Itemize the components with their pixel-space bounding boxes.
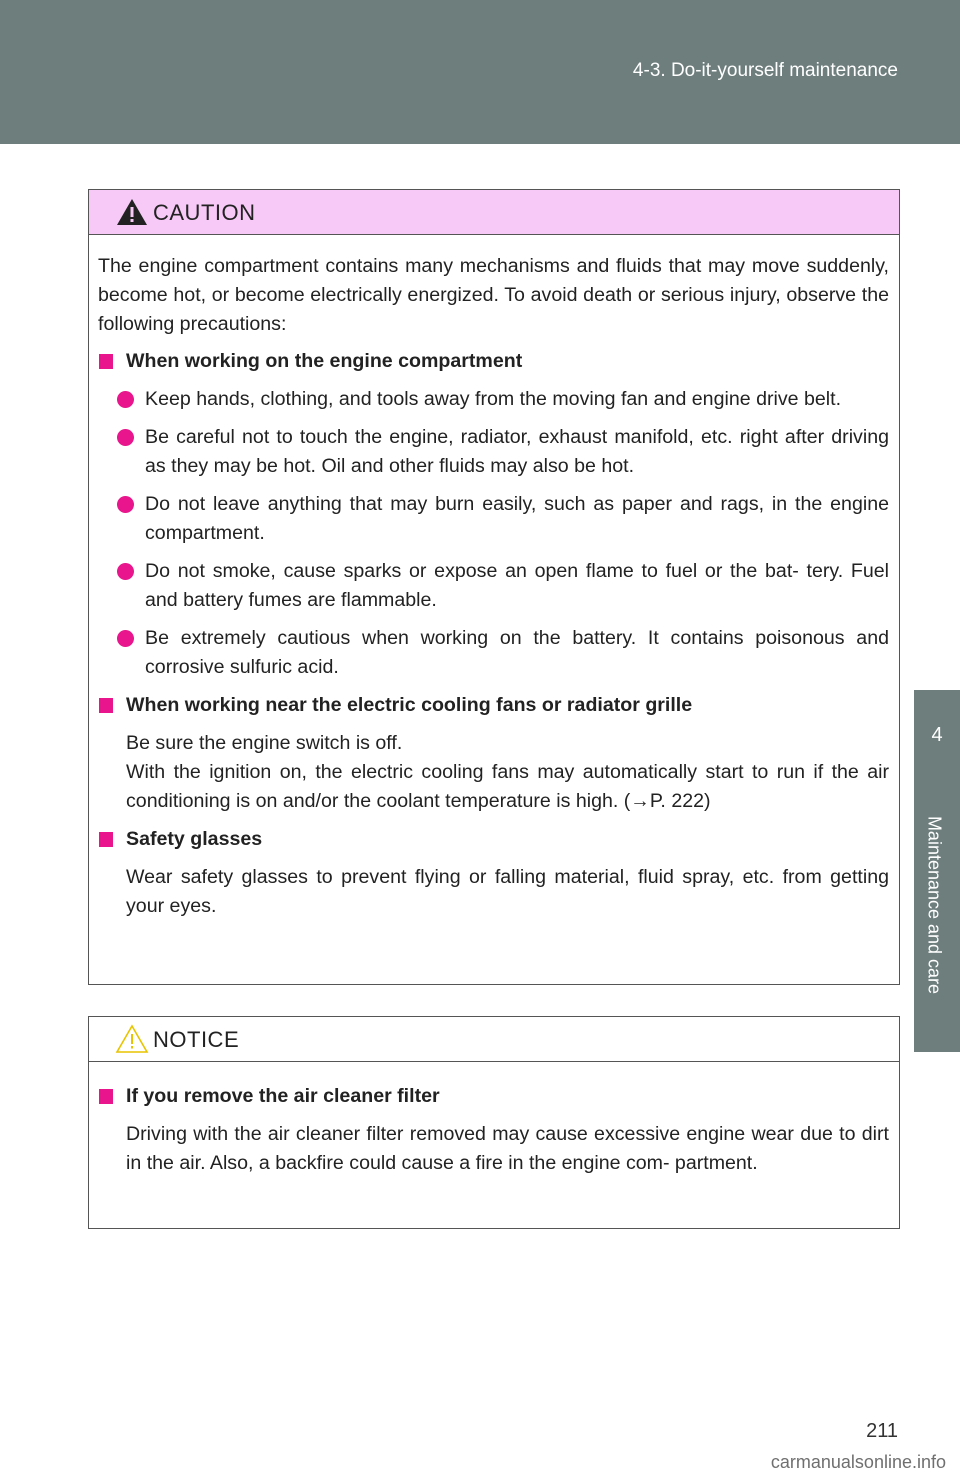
list-item	[98, 423, 889, 481]
square-bullet-icon	[99, 698, 113, 713]
caution-header	[89, 190, 899, 235]
chapter-number-tab[interactable]: 4	[914, 690, 960, 792]
section-heading	[98, 825, 889, 854]
square-bullet-icon	[99, 832, 113, 847]
round-bullet-icon	[117, 391, 134, 408]
section-heading-text: Safety glasses	[126, 828, 263, 850]
paragraph-line: Be sure the engine switch is off.	[126, 732, 403, 754]
list-item-text: Do not smoke, cause sparks or expose an open flame to fuel or the bat- tery. Fuel and battery fumes are flammable.	[145, 560, 889, 611]
section-title: 4-3. Do-it-yourself maintenance	[632, 60, 898, 81]
watermark: carmanualsonline.info	[770, 1452, 946, 1472]
section-heading	[98, 1082, 889, 1111]
caution-body	[89, 235, 899, 921]
square-bullet-icon	[99, 1089, 113, 1104]
notice-header	[89, 1017, 899, 1062]
list-item-text: Do not leave anything that may burn easily, such as paper and rags, in the engine compartment.	[145, 493, 889, 544]
warning-triangle-icon	[115, 197, 149, 227]
caution-title: CAUTION	[153, 200, 256, 225]
section-heading-text: If you remove the air cleaner filter	[126, 1085, 440, 1107]
square-bullet-icon	[99, 354, 113, 369]
round-bullet-icon	[117, 630, 134, 647]
paragraph-line: With the ignition on, the electric cooling fans may automatically start to run if the air conditioning is on and/or the coolant temperature is high. (→P. 222)	[126, 761, 889, 812]
notice-title: NOTICE	[153, 1027, 240, 1052]
caution-box	[88, 189, 900, 985]
list-item	[98, 624, 889, 682]
round-bullet-icon	[117, 496, 134, 513]
round-bullet-icon	[117, 429, 134, 446]
list-item-text: Be careful not to touch the engine, radiator, exhaust manifold, etc. right after driving as they may be hot. Oil and other fluids may also be hot.	[145, 426, 889, 477]
section-paragraph: Driving with the air cleaner filter removed may cause excessive engine wear due to dirt in the air. Also, a backfire could cause a fire in the engine com- partment.	[126, 1123, 889, 1174]
list-item-text: Be extremely cautious when working on the battery. It contains poisonous and corrosive sulfuric acid.	[145, 627, 889, 678]
chapter-label: Maintenance and care	[924, 815, 945, 995]
list-item-text: Keep hands, clothing, and tools away from the moving fan and engine drive belt.	[145, 388, 842, 410]
page-number: 211	[866, 1420, 898, 1442]
list-item	[98, 490, 889, 548]
section-heading	[98, 691, 889, 720]
section-heading-text: When working near the electric cooling fans or radiator grille	[126, 694, 693, 716]
round-bullet-icon	[117, 563, 134, 580]
notice-box	[88, 1016, 900, 1229]
list-item	[98, 385, 889, 414]
section-paragraph: Wear safety glasses to prevent flying or falling material, fluid spray, etc. from getting your eyes.	[126, 866, 889, 917]
section-heading-text: When working on the engine compartment	[126, 350, 523, 372]
notice-body	[89, 1062, 899, 1178]
notice-triangle-icon	[115, 1024, 149, 1054]
section-paragraph	[98, 729, 889, 816]
section-heading	[98, 347, 889, 376]
caution-intro: The engine compartment contains many mechanisms and fluids that may move suddenly, become hot, or become electrically energized. To avoid death or serious injury, observe the following precautions:	[98, 255, 889, 335]
list-item	[98, 557, 889, 615]
header-bar	[0, 0, 960, 144]
